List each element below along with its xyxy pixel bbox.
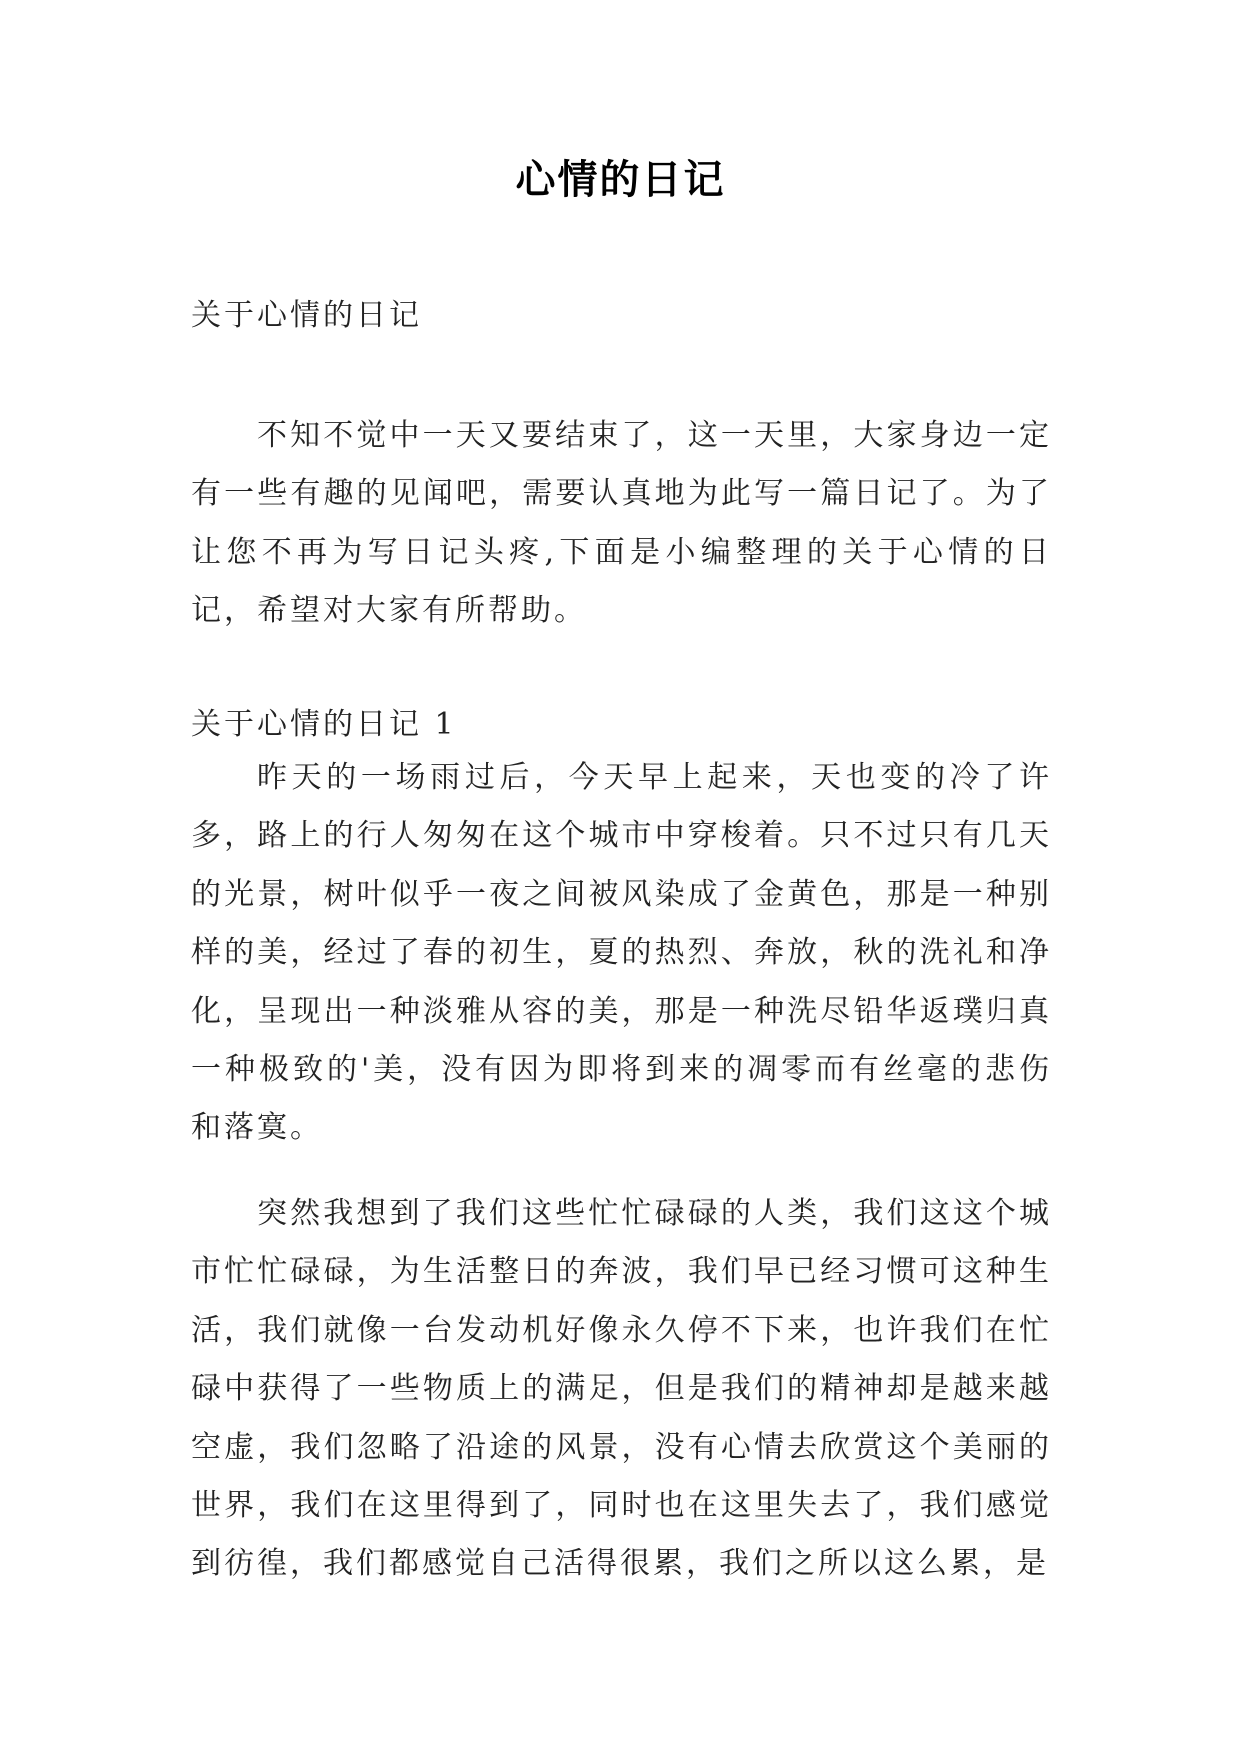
intro-paragraph: 不知不觉中一天又要结束了，这一天里，大家身边一定有一些有趣的见闻吧，需要认真地为此写一篇日记了。为了让您不再为写日记头疼,下面是小编整理的关于心情的日记，希望对大家有所帮助。 <box>191 418 1052 629</box>
document-title: 心情的日记 <box>515 156 726 203</box>
diary-paragraph: 突然我想到了我们这些忙忙碌碌的人类，我们这这个城市忙忙碌碌，为生活整日的奔波，我们早已经习惯可这种生活，我们就像一台发动机好像永久停不下来，也许我们在忙碌中获得了一些物质上的满足，但是我们的精神却是越来越空虚，我们忽略了沿途的风景，没有心情去欣赏这个美丽的世界，我们在这里得到了，同时也在这里失去了，我们感觉到彷徨，我们都感觉自己活得很累，我们之所以这么累，是 <box>191 1196 1052 1582</box>
diary-paragraph: 昨天的一场雨过后，今天早上起来，天也变的冷了许多，路上的行人匆匆在这个城市中穿梭着。只不过只有几天的光景，树叶似乎一夜之间被风染成了金黄色，那是一种别样的美，经过了春的初生，夏的热烈、奔放，秋的洗礼和净化，呈现出一种淡雅从容的美，那是一种洗尽铅华返璞归真一种极致的'美，没有因为即将到来的凋零而有丝毫的悲伤和落寞。 <box>191 760 1052 1146</box>
section-subheading: 关于心情的日记 <box>191 298 422 333</box>
diary-entry-heading: 关于心情的日记 1 <box>191 707 457 742</box>
